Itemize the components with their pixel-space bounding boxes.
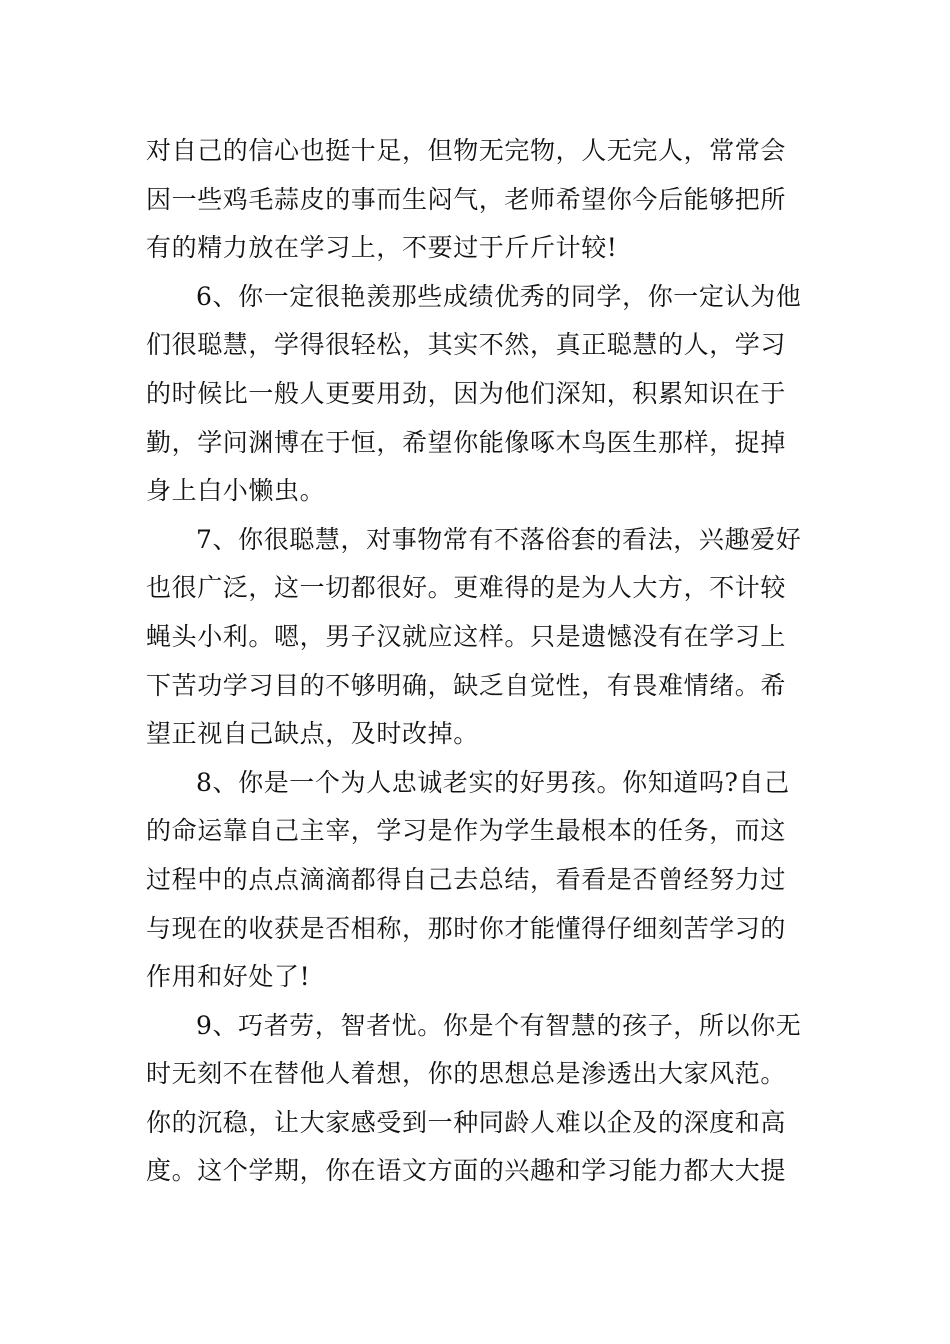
text-line: 的时候比一般人更要用劲，因为他们深知，积累知识在于 (146, 378, 787, 408)
document-body (146, 127, 806, 1196)
text-line: 的命运靠自己主宰，学习是作为学生最根本的任务，而这 (146, 816, 787, 846)
text-line: 勤，学问渊博在于恒，希望你能像啄木鸟医生那样，捉掉 (146, 427, 787, 457)
text-line: 有的精力放在学习上，不要过于斤斤计较! (146, 233, 618, 263)
text-line: 身上白小懒虫。 (146, 476, 326, 506)
paragraph-first-line: 6、你一定很艳羡那些成绩优秀的同学，你一定认为他 (196, 281, 802, 311)
text-line: 对自己的信心也挺十足，但物无完物，人无完人，常常会 (146, 136, 787, 165)
text-line: 因一些鸡毛蒜皮的事而生闷气，老师希望你今后能够把所 (146, 184, 787, 214)
text-line: 度。这个学期，你在语文方面的兴趣和学习能力都大大提 (146, 1156, 787, 1186)
paragraph-first-line: 8、你是一个为人忠诚老实的好男孩。你知道吗?自己 (196, 767, 790, 797)
text-line: 作用和好处了! (146, 962, 311, 992)
text-line: 望正视自己缺点，及时改掉。 (146, 719, 479, 749)
paragraph-first-line: 7、你很聪慧，对事物常有不落俗套的看法，兴趣爱好 (196, 524, 802, 554)
text-line: 过程中的点点滴滴都得自己去总结，看看是否曾经努力过 (146, 864, 787, 894)
text-line: 蝇头小利。嗯，男子汉就应这样。只是遗憾没有在学习上 (146, 621, 787, 651)
text-line: 也很广泛，这一切都很好。更难得的是为人大方，不计较 (146, 573, 787, 603)
text-line: 与现在的收获是否相称，那时你才能懂得仔细刻苦学习的 (146, 913, 787, 943)
text-line: 你的沉稳，让大家感受到一种同龄人难以企及的深度和高 (146, 1107, 787, 1137)
text-line: 下苦功学习目的不够明确，缺乏自觉性，有畏难情绪。希 (146, 670, 787, 700)
text-line: 们很聪慧，学得很轻松，其实不然，真正聪慧的人，学习 (146, 330, 787, 360)
text-line: 时无刻不在替他人着想，你的思想总是渗透出大家风范。 (146, 1059, 787, 1089)
paragraph-first-line: 9、巧者劳，智者忧。你是个有智慧的孩子，所以你无 (196, 1010, 802, 1040)
